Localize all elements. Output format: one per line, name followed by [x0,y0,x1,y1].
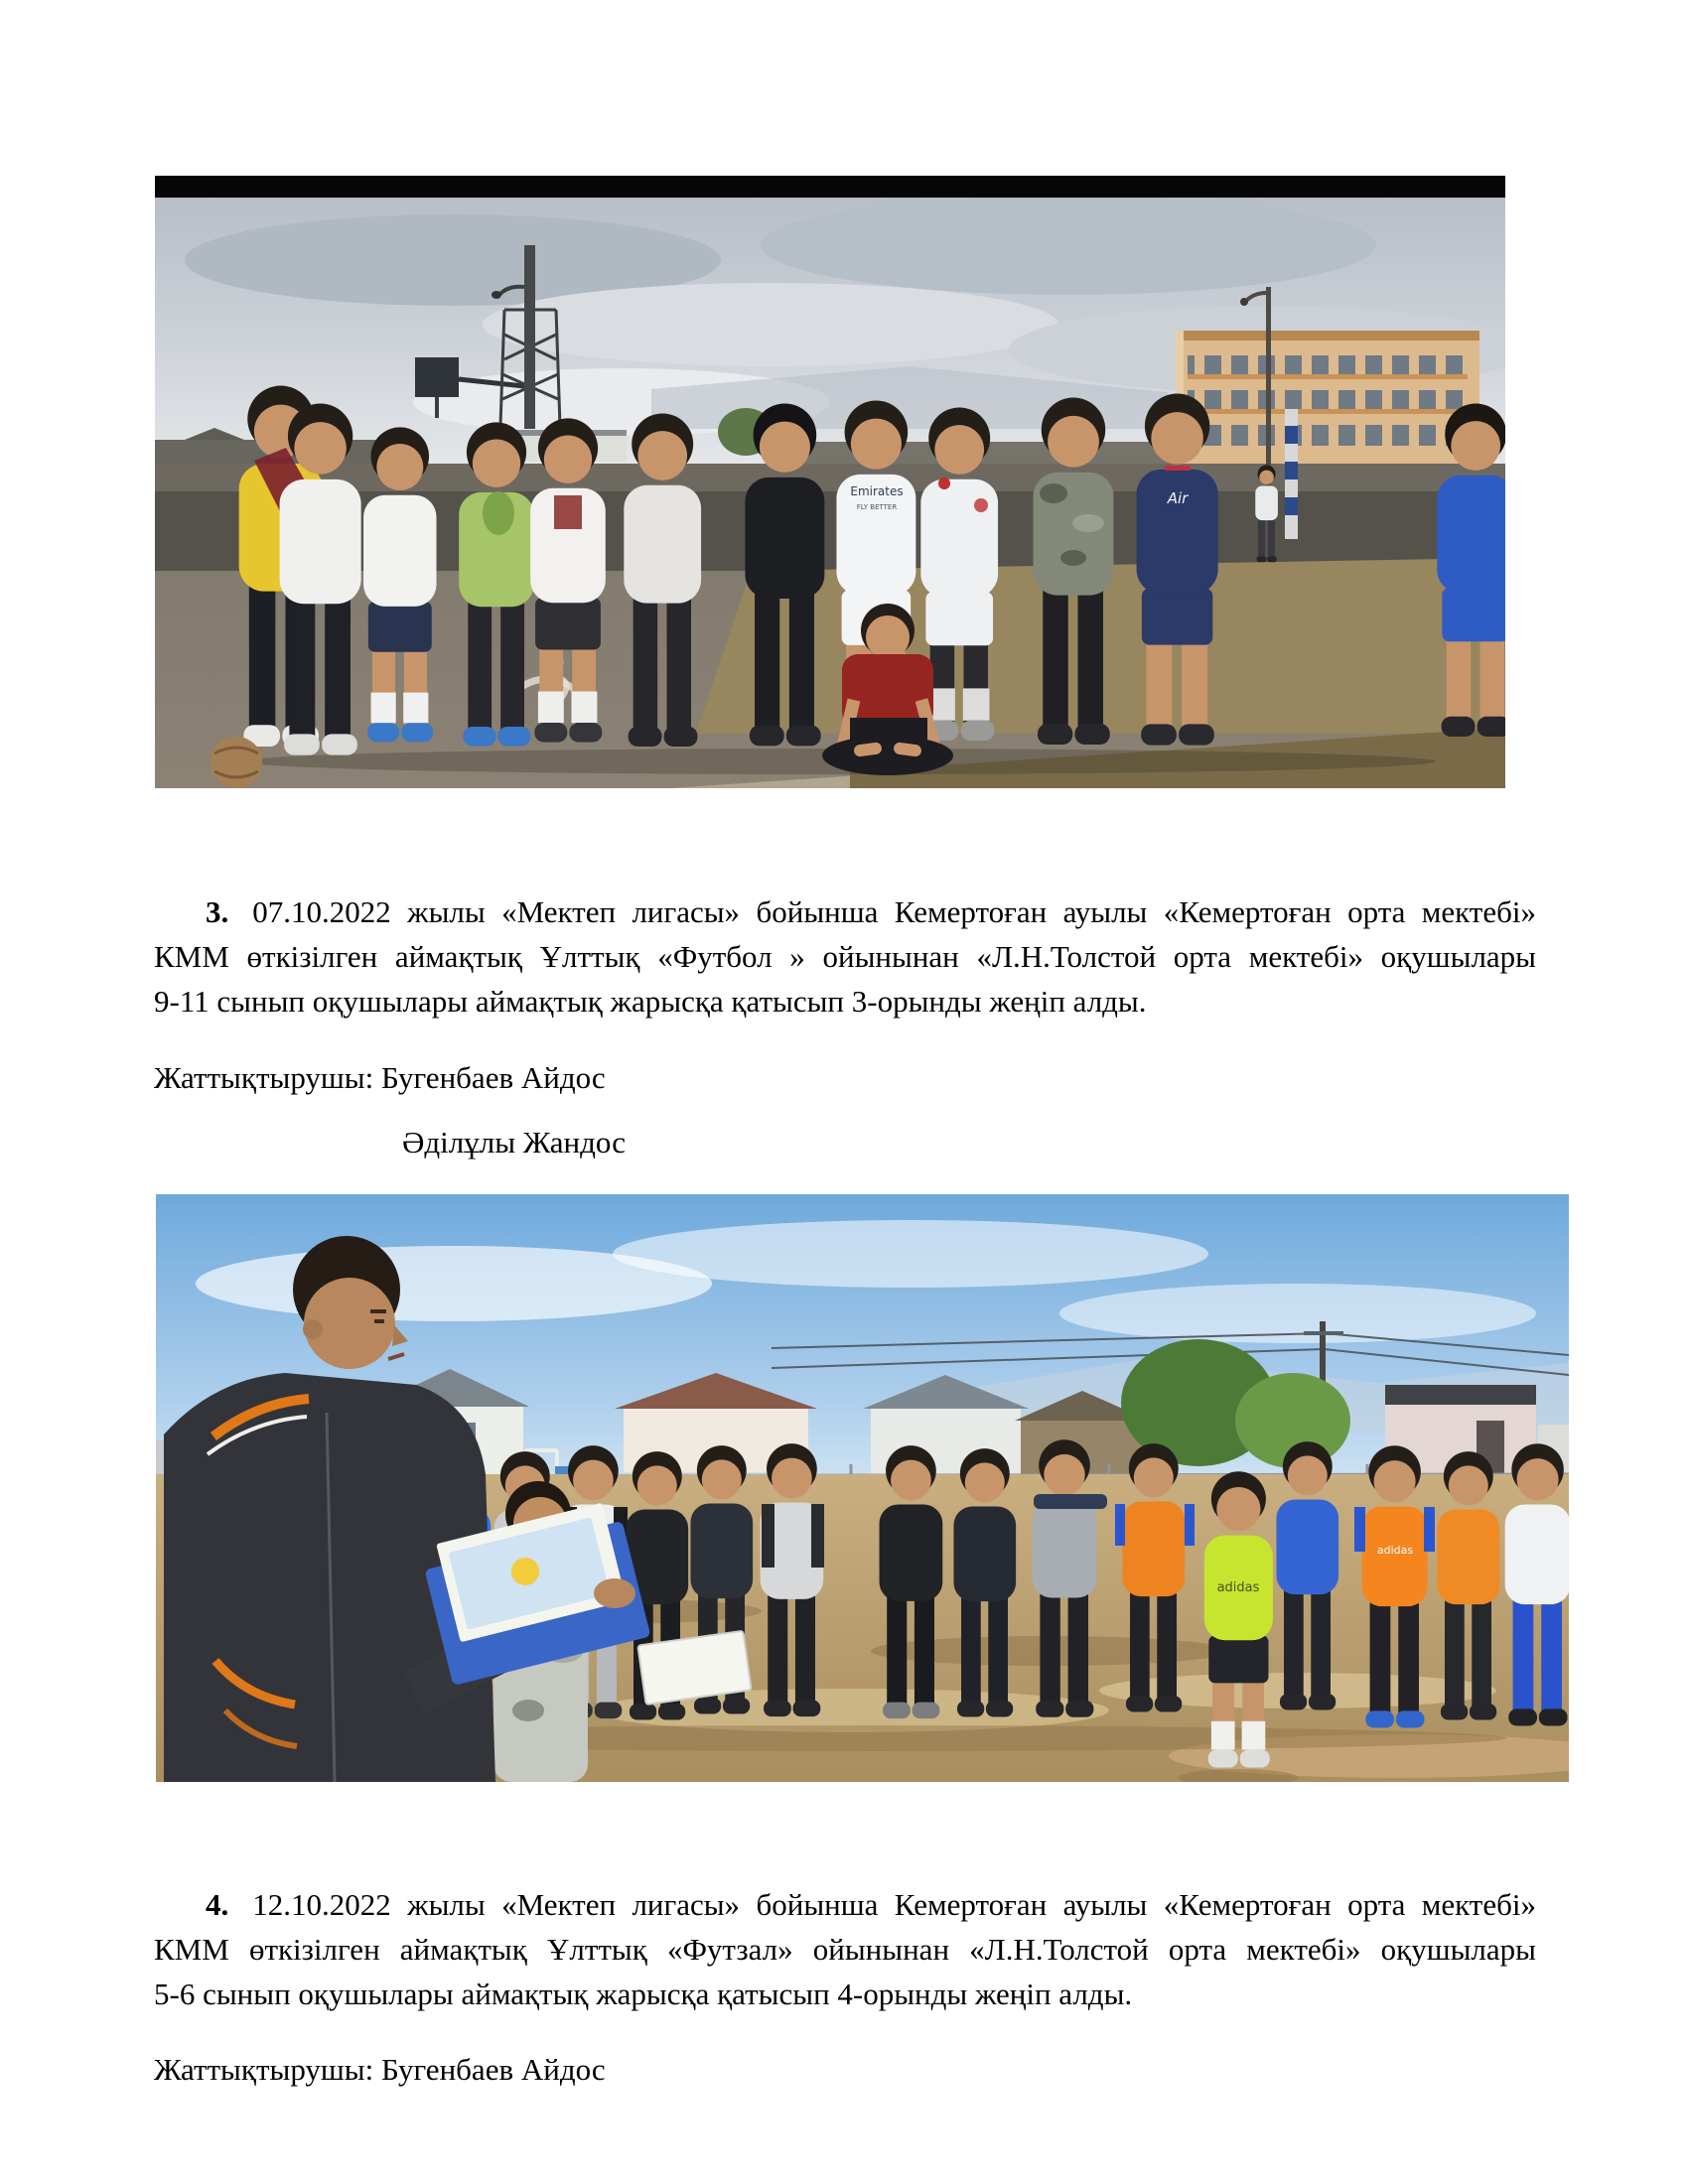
paragraph-4-line-2: КММ өткізілген аймақтық Ұлттық «Футзал» ойынынан «Л.Н.Толстой орта мектебі» оқушылары [154,1932,1536,1967]
bib-brand-text: adidas [1376,1544,1414,1557]
shirt-pattern [483,491,514,535]
camo-blotch [1072,514,1104,532]
bib-brand-text: adidas [1216,1580,1260,1595]
paragraph-3-text-1: 07.10.2022 жылы «Мектеп лигасы» бойынша Кемертоған ауылы «Кемертоған орта мектебі» [252,894,1536,929]
shoulder-panel [1034,1494,1107,1509]
paragraph-4-line-1 [154,1882,1536,1927]
coach-line-item3: Жаттықтырушы: Бугенбаев Айдос [154,1060,606,1095]
street-lamp [492,291,501,299]
coach-line-item4: Жаттықтырушы: Бугенбаев Айдос [154,2052,606,2087]
eye [374,1319,384,1323]
vest [762,1504,774,1568]
jersey-crest [974,498,988,512]
jersey-text-air: Air [1167,489,1189,507]
ear [303,1319,323,1339]
paragraph-3-line-2: КММ өткізілген аймақтық Ұлттық «Футбол » ойынынан «Л.Н.Толстой орта мектебі» оқушылары [154,939,1536,974]
item-4-number: 4. [206,1887,229,1922]
photo-award-ceremony [156,1194,1569,1782]
jersey-text-emirates: Emirates [850,484,904,498]
jersey-crest [938,478,950,489]
football [211,737,262,788]
certificate-sun [511,1558,539,1585]
photo-black-bar [155,176,1505,198]
eyebrow [370,1309,386,1313]
paragraph-4-line-3: 5-6 сынып оқушылары аймақтық жарысқа қатысып 4-орынды жеңіп алды. [154,1977,1133,2011]
camo-blotch [1060,550,1086,566]
shirt-graphic [554,495,582,529]
paragraph-3-line-3: 9-11 сынып оқушылары аймақтық жарысқа қатысып 3-орынды жеңіп алды. [154,984,1147,1019]
blue-sleeve [1185,1504,1195,1546]
paragraph-4 [154,1882,1536,2016]
paragraph-4-text-1: 12.10.2022 жылы «Мектеп лигасы» бойынша Кемертоған ауылы «Кемертоған орта мектебі» [252,1887,1536,1922]
blue-sleeve [1115,1504,1125,1546]
paragraph-3 [154,889,1536,1024]
paragraph-3-line-1 [154,889,1536,934]
photo-football-team-lineup [155,176,1505,788]
collar-trim [1165,466,1191,471]
striped-goal-post [1285,409,1298,539]
vest [811,1504,824,1568]
hand [594,1578,635,1608]
coach-line-2-item3: Әділұлы Жандос [402,1125,626,1160]
item-3-number: 3. [206,894,229,929]
blue-sleeve [1424,1507,1435,1552]
jersey-text-fly-better: FLY BETTER [856,503,898,511]
blue-sleeve [1354,1507,1365,1552]
camo-blotch [1040,483,1067,503]
